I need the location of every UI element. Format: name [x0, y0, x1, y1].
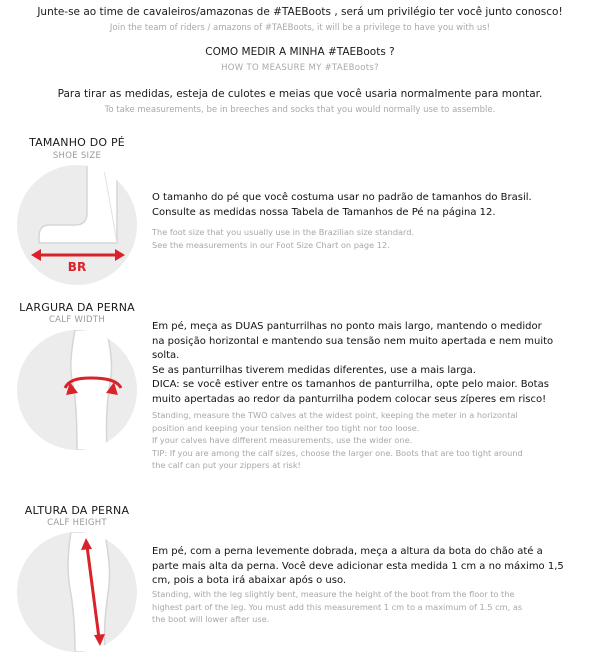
section-title-shoe-size: TAMANHO DO PÉ [29, 136, 125, 149]
calf-width-description-en: Standing, measure the TWO calves at the widest point, keeping the meter in a horizontal position and keeping your tension neither too tight nor too loose. If your calves have different measurements, use the wider one. TIP: If you are among the calf sizes, choose the larger one. Boots that are too tight around the calf can put your zippers at risk! [152, 410, 523, 471]
calf-height-illustration [17, 532, 137, 652]
calf-height-description: Em pé, com a perna levemente dobrada, meça a altura da bota do chão até a parte mais alta da perna. Você deve adicionar esta medida 1 cm a no máximo 1,5 cm, pois a bota irá abaixar após o uso. [152, 546, 564, 586]
calf-width-description: Em pé, meça as DUAS panturrilhas no ponto mais largo, mantendo o medidor na posição horizontal e mantendo sua tensão nem muito apertada e nem muito solta. Se as panturrilhas tiverem medidas diferentes, use a mais larga. DICA: se você estiver entre os tamanhos de panturrilha, opte pelo maior. Botas muito apertadas ao redor da panturrilha podem colocar seus zíperes em risco! [152, 321, 554, 405]
section-title-calf-width: LARGURA DA PERNA [19, 301, 135, 314]
section-subtitle-calf-height: CALF HEIGHT [47, 518, 107, 528]
br-label: BR [67, 260, 87, 274]
how-to-measure-title-en: HOW TO MEASURE MY #TAEBoots? [221, 63, 379, 73]
shoe-size-description-en: The foot size that you usually use in the Brazilian size standard. See the measurements in our Foot Size Chart on page 12. [152, 227, 415, 250]
foot-illustration [17, 165, 137, 285]
shoe-size-description: O tamanho do pé que você costuma usar no padrão de tamanhos do Brasil. Consulte as medidas nossa Tabela de Tamanhos de Pé na página 12. [152, 192, 532, 218]
how-to-measure-title: COMO MEDIR A MINHA #TAEBoots ? [205, 46, 395, 58]
section-subtitle-shoe-size: SHOE SIZE [52, 151, 102, 161]
intro-text: Para tirar as medidas, esteja de culotes e meias que você usaria normalmente para montar. [57, 88, 543, 100]
calf-height-icon [17, 532, 137, 652]
calf-width-icon [17, 330, 137, 450]
intro-text-en: To take measurements, be in breeches and socks that you would normally use to assemble. [104, 105, 496, 115]
welcome-text: Junte-se ao time de cavaleiros/amazonas de #TAEBoots , será um privilégio ter você junto conosco! [37, 6, 563, 18]
calf-width-illustration [17, 330, 137, 450]
section-title-calf-height: ALTURA DA PERNA [24, 504, 130, 517]
calf-height-description-en: Standing, with the leg slightly bent, measure the height of the boot from the floor to the highest part of the leg. You must add this measurement 1 cm to a maximum of 1.5 cm, as the boot will lower after use. [152, 589, 523, 625]
section-subtitle-calf-width: CALF WIDTH [48, 315, 106, 325]
welcome-text-en: Join the team of riders / amazons of #TAEBoots, it will be a privilege to have you with us! [109, 23, 491, 33]
